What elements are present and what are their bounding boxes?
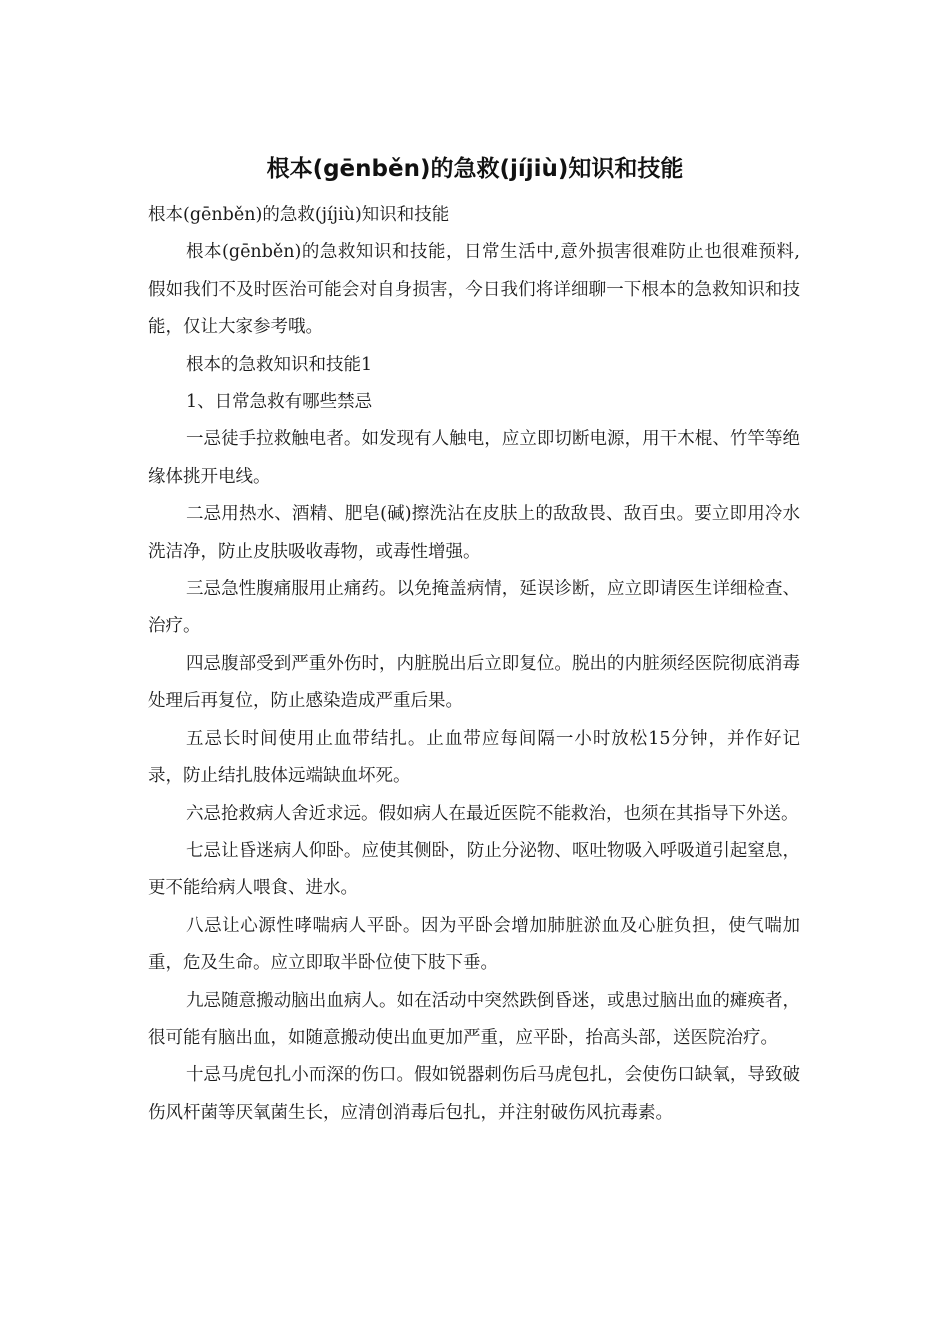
subsection-heading: 1、日常急救有哪些禁忌 — [186, 392, 373, 413]
paragraph: 根本(gēnběn)的急救知识和技能，日常生活中,意外损害很难防止也很难预料,假如我们不及时医治可能会对自身损害，今日我们将详细聊一下根本的急救知识和技能，仅让大家参考哦。 — [148, 242, 800, 338]
paragraph: 二忌用热水、酒精、肥皂(碱)擦洗沾在皮肤上的敌敌畏、敌百虫。要立即用冷水洗洁净，防止皮肤吸收毒物，或毒性增强。 — [148, 504, 800, 562]
paragraph: 五忌长时间使用止血带结扎。止血带应每间隔一小时放松15分钟，并作好记录，防止结扎肢体远端缺血坏死。 — [148, 728, 800, 787]
document-body — [148, 197, 800, 1132]
paragraph: 根本(gēnběn)的急救(jíjiù)知识和技能 — [148, 205, 450, 225]
paragraph: 四忌腹部受到严重外伤时，内脏脱出后立即复位。脱出的内脏须经医院彻底消毒处理后再复位，防止感染造成严重后果。 — [148, 653, 800, 712]
paragraph: 一忌徒手拉救触电者。如发现有人触电，应立即切断电源，用干木棍、竹竿等绝缘体挑开电线。 — [148, 429, 800, 487]
paragraph: 八忌让心源性哮喘病人平卧。因为平卧会增加肺脏淤血及心脏负担，使气喘加重，危及生命。应立即取半卧位使下肢下垂。 — [148, 915, 800, 974]
section-heading: 根本的急救知识和技能1 — [186, 354, 373, 375]
paragraph: 十忌马虎包扎小而深的伤口。假如锐器刺伤后马虎包扎，会使伤口缺氧，导致破伤风杆菌等厌氧菌生长，应清创消毒后包扎，并注射破伤风抗毒素。 — [148, 1065, 800, 1123]
paragraph: 六忌抢救病人舍近求远。假如病人在最近医院不能救治，也须在其指导下外送。 — [186, 803, 799, 824]
paragraph: 三忌急性腹痛服用止痛药。以免掩盖病情，延误诊断，应立即请医生详细检查、治疗。 — [148, 579, 800, 637]
paragraph: 七忌让昏迷病人仰卧。应使其侧卧，防止分泌物、呕吐物吸入呼吸道引起窒息，更不能给病人喂食、进水。 — [148, 840, 800, 899]
paragraph: 九忌随意搬动脑出血病人。如在活动中突然跌倒昏迷，或患过脑出血的瘫痪者，很可能有脑出血，如随意搬动使出血更加严重，应平卧，抬高头部，送医院治疗。 — [148, 990, 800, 1048]
document-title: 根本(gēnběn)的急救(jíjiù)知识和技能 — [266, 156, 684, 182]
